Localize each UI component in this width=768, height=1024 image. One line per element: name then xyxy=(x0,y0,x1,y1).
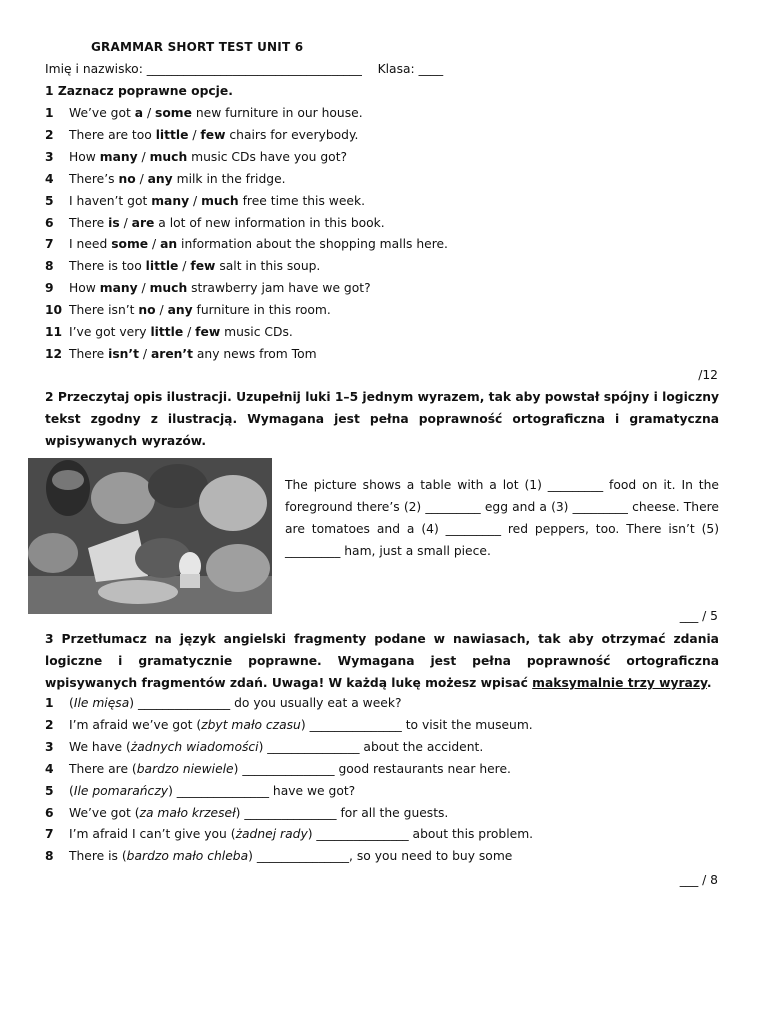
item-text-pre: I’m afraid I can’t give you ( xyxy=(69,827,236,842)
option-a[interactable]: some xyxy=(111,237,149,252)
item-number: 12 xyxy=(45,346,63,361)
item-number: 2 xyxy=(45,127,54,142)
item-text-pre: I’ve got very xyxy=(69,325,151,339)
option-b[interactable]: few xyxy=(200,127,226,142)
item-text-post[interactable]: ) _______________ about this problem. xyxy=(307,827,534,842)
option-a[interactable]: little xyxy=(155,127,189,142)
item-number: 4 xyxy=(45,761,54,776)
item-number: 2 xyxy=(45,717,54,732)
item-text-post[interactable]: ) _______________ about the accident. xyxy=(258,739,484,754)
item-number: 8 xyxy=(45,849,54,864)
item-number: 7 xyxy=(45,237,54,252)
item-text-pre: There are ( xyxy=(69,761,137,776)
option-separator: / xyxy=(188,127,201,142)
section3-item xyxy=(45,784,355,798)
item-number: 3 xyxy=(45,739,54,754)
polish-phrase: Ile mięsa xyxy=(73,696,130,710)
item-text-post[interactable]: ) _______________ do you usually eat a week? xyxy=(129,696,402,710)
option-separator: / xyxy=(178,259,191,274)
option-a[interactable]: little xyxy=(145,259,179,274)
section2-text: The picture shows a table with a lot (1) _________ food on it. In the foreground there’s (2) _________ egg and a (3) _________ cheese. There are tomatoes and a (4) _________ red peppers, too. There isn’t (5) _________ ham, just a small piece. xyxy=(285,478,719,558)
option-b[interactable]: any xyxy=(167,303,193,318)
section1-item xyxy=(45,172,286,186)
item-text-pre: We’ve got xyxy=(69,106,135,120)
item-number: 11 xyxy=(45,325,63,339)
option-separator: / xyxy=(189,193,202,208)
item-number: 5 xyxy=(45,193,54,208)
item-text-post: information about the shopping malls here. xyxy=(177,237,448,252)
option-a[interactable]: many xyxy=(151,193,190,208)
item-text-post: free time this week. xyxy=(238,193,366,208)
item-text-post: any news from Tom xyxy=(192,346,317,361)
page-title: GRAMMAR SHORT TEST UNIT 6 xyxy=(91,40,304,54)
item-text-post: a lot of new information in this book. xyxy=(154,215,385,230)
food-table-photo xyxy=(28,458,272,614)
section3-item xyxy=(45,849,512,863)
section1-item xyxy=(45,128,358,142)
item-text-post: chairs for everybody. xyxy=(225,127,359,142)
option-a[interactable]: many xyxy=(99,149,138,164)
option-separator: / xyxy=(138,346,151,361)
item-number: 10 xyxy=(45,303,63,318)
item-number: 1 xyxy=(45,106,54,120)
section3-item xyxy=(45,806,448,820)
option-separator: / xyxy=(135,171,148,186)
polish-phrase: bardzo niewiele xyxy=(136,761,234,776)
item-number: 7 xyxy=(45,827,54,842)
option-b[interactable]: few xyxy=(195,325,221,339)
item-text-post: strawberry jam have we got? xyxy=(187,281,371,296)
section3-item xyxy=(45,718,533,732)
section1-score: /12 xyxy=(698,368,718,382)
section2-heading: 2 Przeczytaj opis ilustracji. Uzupełnij luki 1–5 jednym wyrazem, tak aby powstał spójny i logiczny tekst zgodny z ilustracją. Wymagana jest pełna poprawność ortograficzna i gramatyczna wpisywanych wyrazów. xyxy=(45,390,719,448)
item-text-post: new furniture in our house. xyxy=(191,106,363,120)
section2-score: ___ / 5 xyxy=(679,609,718,623)
item-text-pre: ( xyxy=(69,696,74,710)
item-number: 6 xyxy=(45,805,54,820)
item-number: 5 xyxy=(45,783,54,798)
option-b[interactable]: much xyxy=(149,149,188,164)
option-b[interactable]: some xyxy=(155,106,192,120)
item-text-post[interactable]: ) _______________, so you need to buy some xyxy=(248,849,513,864)
item-text-pre: There is too xyxy=(69,259,146,274)
item-number: 9 xyxy=(45,281,54,296)
option-a[interactable]: isn’t xyxy=(108,346,139,361)
item-text-pre: We’ve got ( xyxy=(69,805,140,820)
section1-heading: 1 Zaznacz poprawne opcje. xyxy=(45,84,233,98)
option-b[interactable]: any xyxy=(147,171,173,186)
item-text-post: music CDs. xyxy=(220,325,293,339)
item-number: 6 xyxy=(45,215,54,230)
item-text-pre: We have ( xyxy=(69,739,131,754)
option-separator: / xyxy=(119,215,132,230)
polish-phrase: żadnej rady xyxy=(235,827,308,842)
section1-item xyxy=(45,347,317,361)
section1-item xyxy=(45,150,347,164)
option-b[interactable]: much xyxy=(201,193,239,208)
polish-phrase: Ile pomarańczy xyxy=(73,783,169,798)
option-separator: / xyxy=(148,237,161,252)
item-number: 8 xyxy=(45,259,54,274)
option-separator: / xyxy=(137,149,150,164)
option-b[interactable]: aren’t xyxy=(150,346,193,361)
option-b[interactable]: are xyxy=(131,215,155,230)
section3-heading xyxy=(45,628,719,694)
item-text-post[interactable]: ) _______________ have we got? xyxy=(168,783,356,798)
polish-phrase: za mało krzeseł xyxy=(139,805,236,820)
option-a[interactable]: many xyxy=(99,281,138,296)
item-text-pre: I haven’t got xyxy=(69,193,152,208)
option-a[interactable]: no xyxy=(118,171,136,186)
option-separator: / xyxy=(137,281,150,296)
option-a[interactable]: a xyxy=(134,106,144,120)
option-b[interactable]: much xyxy=(149,281,188,296)
item-text-pre: There is ( xyxy=(69,849,127,864)
item-text-pre: There xyxy=(69,215,109,230)
item-number: 1 xyxy=(45,696,54,710)
section3-heading-text: 3 Przetłumacz na język angielski fragmenty podane w nawiasach, tak aby otrzymać zdania logiczne i gramatycznie poprawne. Wymagana jest pełna poprawność ortograficzna wpisywanych fragmentów zdań. Uwaga! W każdą lukę możesz wpisać xyxy=(45,632,719,690)
item-text-pre: I’m afraid we’ve got ( xyxy=(69,717,202,732)
item-text-post: music CDs have you got? xyxy=(187,149,348,164)
name-class-line: Imię i nazwisko: ___________________________________ Klasa: ____ xyxy=(45,62,444,76)
item-text-post[interactable]: ) _______________ to visit the museum. xyxy=(300,717,533,732)
section1-item xyxy=(45,237,448,251)
polish-phrase: bardzo mało chleba xyxy=(126,849,249,864)
section3-item xyxy=(45,696,401,710)
item-text-pre: How xyxy=(69,281,100,296)
polish-phrase: żadnych wiadomości xyxy=(130,739,259,754)
option-b[interactable]: few xyxy=(190,259,216,274)
section3-item xyxy=(45,827,533,841)
item-text-post: milk in the fridge. xyxy=(172,171,286,186)
option-separator: / xyxy=(155,303,168,318)
section3-score: ___ / 8 xyxy=(679,873,718,887)
section1-item xyxy=(45,325,293,339)
section3-item xyxy=(45,762,511,776)
section1-item xyxy=(45,194,365,208)
polish-phrase: zbyt mało czasu xyxy=(201,717,301,732)
item-text-post[interactable]: ) _______________ good restaurants near here. xyxy=(233,761,511,776)
item-text-pre: ( xyxy=(69,783,74,798)
item-number: 4 xyxy=(45,171,54,186)
section1-item xyxy=(45,303,331,317)
item-text-pre: There isn’t xyxy=(69,303,139,318)
option-a[interactable]: no xyxy=(138,303,156,318)
item-text-pre: There are too xyxy=(69,127,156,142)
section3-heading-underline: maksymalnie trzy wyrazy xyxy=(532,676,707,690)
option-separator: / xyxy=(143,106,156,120)
item-number: 3 xyxy=(45,149,54,164)
section1-item xyxy=(45,106,363,120)
item-text-post[interactable]: ) _______________ for all the guests. xyxy=(235,805,449,820)
section1-item xyxy=(45,281,371,295)
section1-item xyxy=(45,216,385,230)
item-text-pre: I need xyxy=(69,237,112,252)
section3-heading-end: . xyxy=(706,676,712,690)
item-text-pre: There’s xyxy=(69,171,119,186)
section1-item xyxy=(45,259,320,273)
item-text-post: salt in this soup. xyxy=(215,259,321,274)
option-separator: / xyxy=(183,325,196,339)
option-a[interactable]: little xyxy=(150,325,184,339)
item-text-pre: There xyxy=(69,346,109,361)
option-b[interactable]: an xyxy=(160,237,178,252)
item-text-pre: How xyxy=(69,149,100,164)
section3-item xyxy=(45,740,483,754)
option-a[interactable]: is xyxy=(108,215,120,230)
item-text-post: furniture in this room. xyxy=(192,303,331,318)
